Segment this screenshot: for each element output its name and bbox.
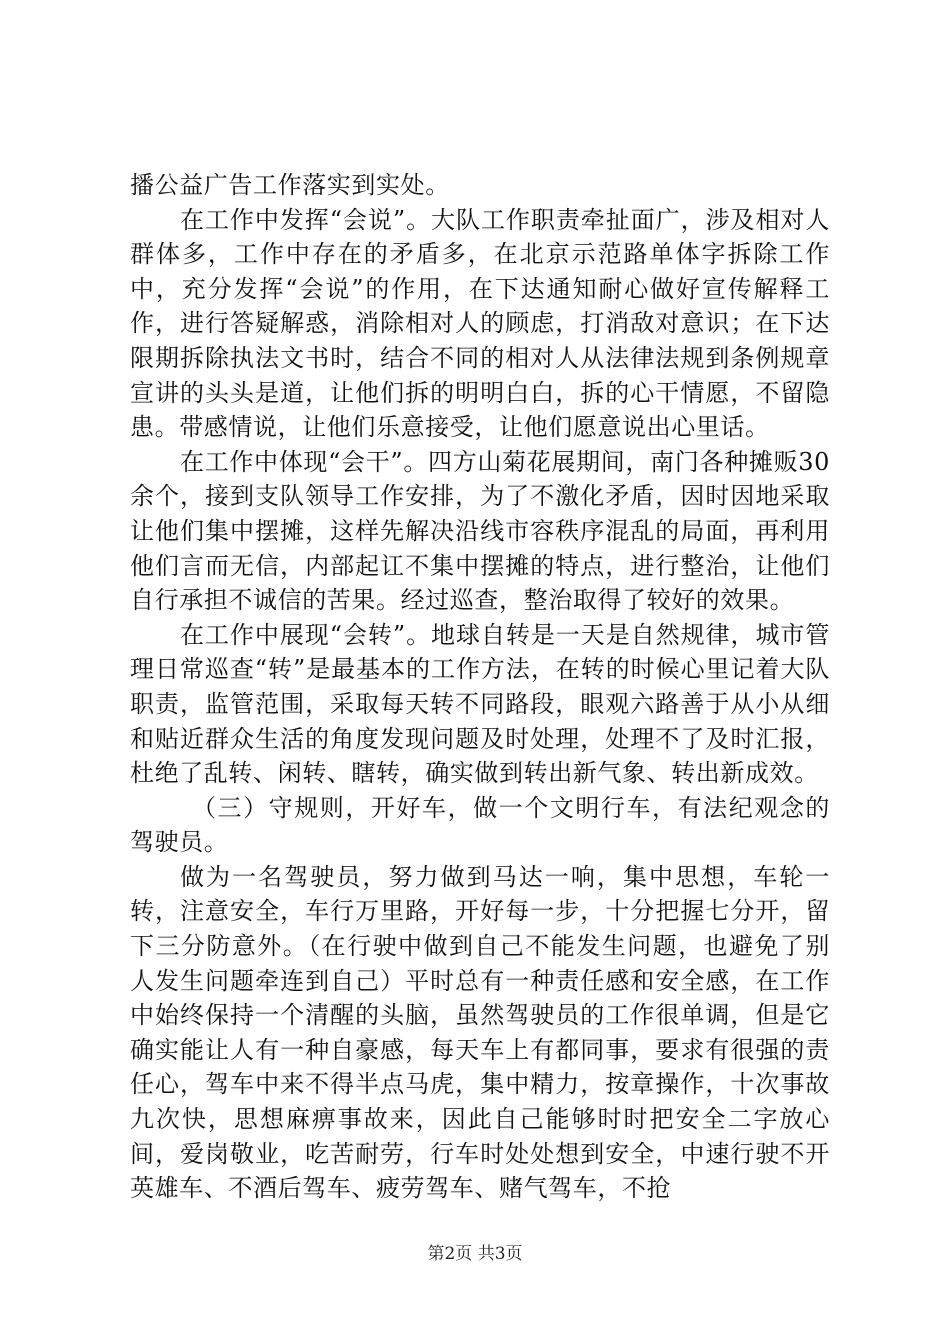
document-body	[130, 168, 830, 1206]
page-footer: 第2页 共3页	[427, 1244, 523, 1264]
paragraph-huigan: 在工作中体现“会干”。四方山菊花展期间，南门各种摊贩30余个，接到支队领导工作安排，为了不激化矛盾，因时因地采取让他们集中摆摊，这样先解决沿线市容秩序混乱的局面，再利用他们言而无信，内部起讧不集中摆摊的特点，进行整治，让他们自行承担不诚信的苦果。经过巡查，整治取得了较好的效果。	[130, 447, 830, 615]
section-heading-three: （三）守规则，开好车，做一个文明行车，有法纪观念的驾驶员。	[130, 793, 830, 857]
paragraph-driver: 做为一名驾驶员，努力做到马达一响，集中思想，车轮一转，注意安全，车行万里路，开好每一步，十分把握七分开，留下三分防意外。（在行驶中做到自己不能发生问题，也避免了别人发生问题牵连到自己）平时总有一种责任感和安全感，在工作中始终保持一个清醒的头脑，虽然驾驶员的工作很单调，但是它确实能让人有一种自豪感，每天车上有都同事，要求有很强的责任心，驾车中来不得半点马虎，集中精力，按章操作，十次事故九次快，思想麻痹事故来，因此自己能够时时把安全二字放心间，爱岗敬业，吃苦耐劳，行车时处处想到安全，中速行驶不开英雄车、不酒后驾车、疲劳驾车、赌气驾车，不抢	[130, 862, 830, 1203]
paragraph-huishuo: 在工作中发挥“会说”。大队工作职责牵扯面广，涉及相对人群体多，工作中存在的矛盾多，在北京示范路单体字拆除工作中，充分发挥“会说”的作用，在下达通知耐心做好宣传解释工作，进行答疑解惑，消除相对人的顾虑，打消敌对意识；在下达限期拆除执法文书时，结合不同的相对人从法律法规到条例规章宣讲的头头是道，让他们拆的明明白白，拆的心干情愿，不留隐患。带感情说，让他们乐意接受，让他们愿意说出心里话。	[130, 205, 830, 442]
paragraph-huizhuan: 在工作中展现“会转”。地球自转是一天是自然规律，城市管理日常巡查“转”是最基本的工作方法，在转的时候心里记着大队职责，监管范围，采取每天转不同路段，眼观六路善于从小从细和贴近群众生活的角度发现问题及时处理，处理不了及时汇报，杜绝了乱转、闲转、瞎转，确实做到转出新气象、转出新成效。	[130, 620, 830, 788]
paragraph-continuation: 播公益广告工作落实到实处。	[130, 171, 450, 199]
